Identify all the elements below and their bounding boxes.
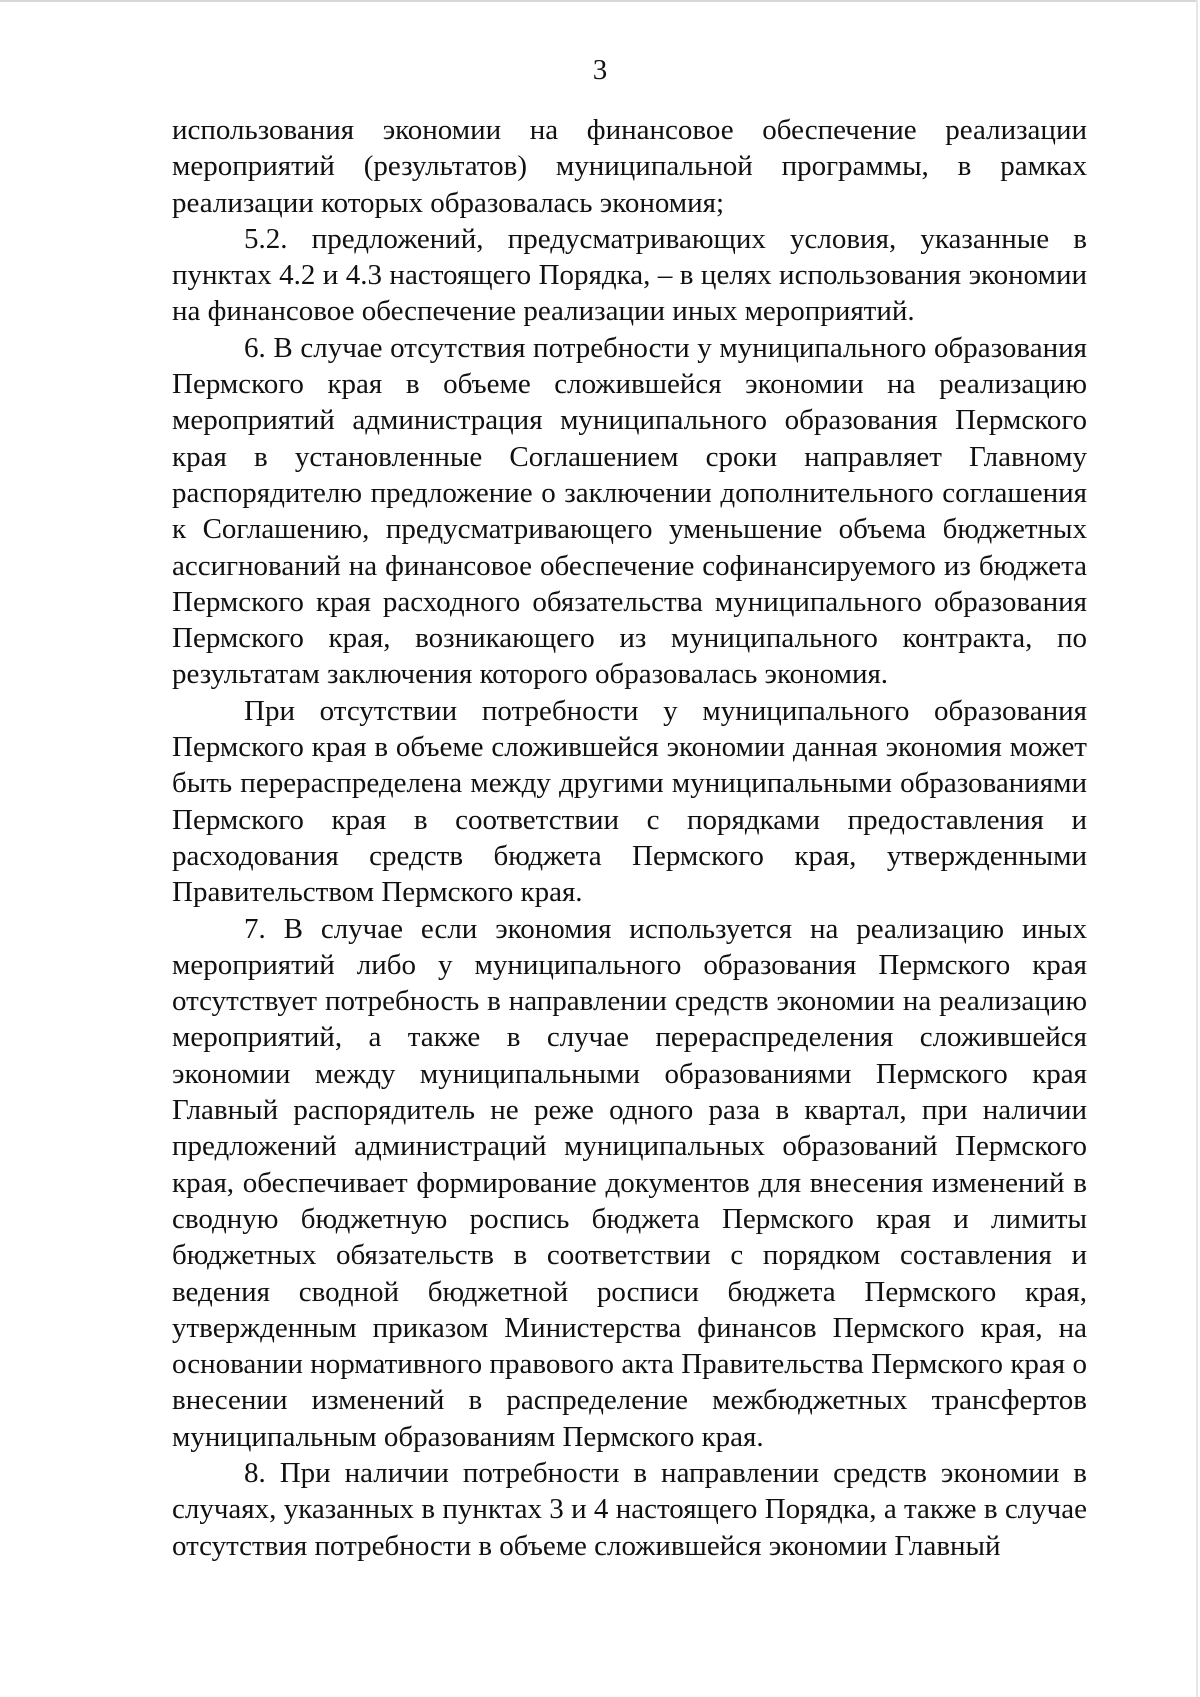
paragraph-5-2: 5.2. предложений, предусматривающих условия, указанные в пунктах 4.2 и 4.3 настоящего Порядка, – в целях использования экономии на финансовое обеспечение реализации иных мероприятий. [172,222,1087,328]
scan-right-edge [1196,0,1198,1697]
paragraph-6-second: При отсутствии потребности у муниципального образования Пермского края в объеме сложившейся экономии данная экономия может быть перераспределена между другими муниципальными образованиями Пермского края в соответствии с порядками предоставления и расходования средств бюджета Пермского края, утвержденными Правительством Пермского края. [172,694,1087,909]
paragraph-7: 7. В случае если экономия используется на реализацию иных мероприятий либо у муниципального образования Пермского края отсутствует потребность в направлении средств экономии на реализацию мероприятий, а также в случае перераспределения сложившейся экономии между муниципальными образованиями Пермского края Главный распорядитель не реже одного раза в квартал, при наличии предложений администраций муниципальных образований Пермского края, обеспечивает формирование документов для внесения изменений в сводную бюджетную роспись бюджета Пермского края и лимиты бюджетных обязательств в соответствии с порядком составления и ведения сводной бюджетной росписи бюджета Пермского края, утвержденным приказом Министерства финансов Пермского края, на основании нормативного правового акта Правительства Пермского края о внесении изменений в распределение межбюджетных трансфертов муниципальным образованиям Пермского края. [172,912,1087,1453]
paragraph-8: 8. При наличии потребности в направлении средств экономии в случаях, указанных в пунктах 3 и 4 настоящего Порядка, а также в случае отсутствия потребности в объеме сложившейся экономии Главный [172,1456,1087,1562]
page-number: 3 [592,54,608,86]
paragraph-6: 6. В случае отсутствия потребности у муниципального образования Пермского края в объеме сложившейся экономии на реализацию мероприятий администрация муниципального образования Пермского края в установленные Соглашением сроки направляет Главному распорядителю предложение о заключении дополнительного соглашения к Соглашению, предусматривающего уменьшение объема бюджетных ассигнований на финансовое обеспечение софинансируемого из бюджета Пермского края расходного обязательства муниципального образования Пермского края, возникающего из муниципального контракта, по результатам заключения которого образовалась экономия. [172,331,1087,691]
scan-top-edge [0,0,1197,2]
paragraph-continuation: использования экономии на финансовое обеспечение реализации мероприятий (результатов) муниципальной программы, в рамках реализации которых образовалась экономия; [172,114,1087,219]
document-body [172,112,1087,1564]
